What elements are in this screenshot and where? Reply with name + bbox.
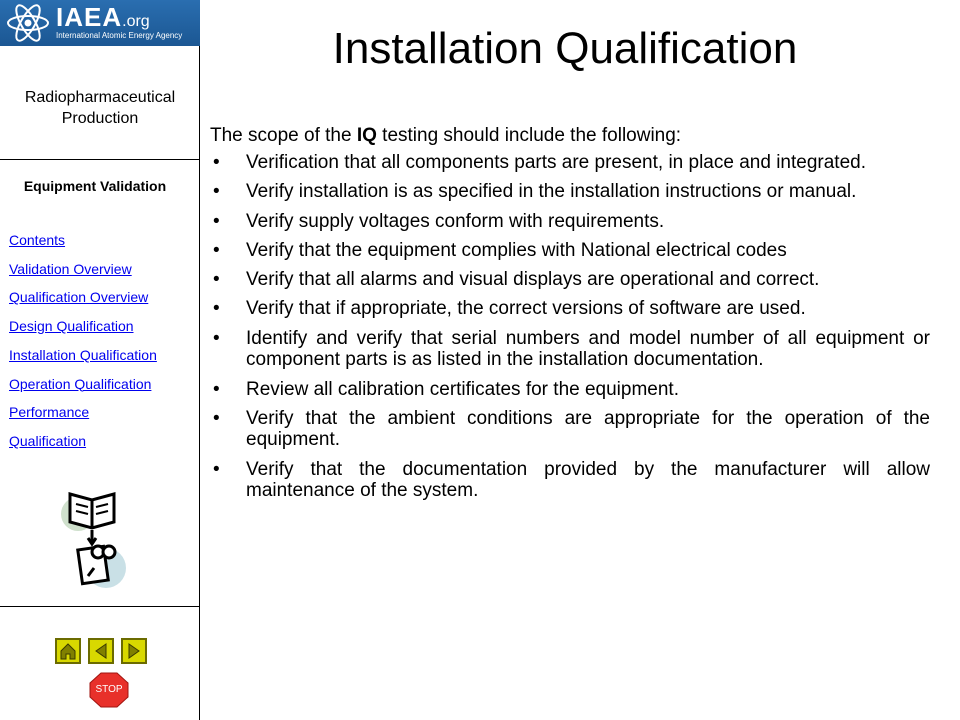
nav-link-installation-qualification[interactable]: Installation Qualification [9, 346, 157, 363]
logo-brand: IAEA.org [56, 2, 150, 32]
arrow-right-icon [125, 642, 143, 660]
sidebar-divider-top [0, 159, 200, 160]
next-button[interactable] [121, 638, 147, 664]
nav-link-design-qualification[interactable]: Design Qualification [9, 318, 134, 335]
sidebar-nav [9, 226, 157, 456]
nav-link-validation-overview[interactable]: Validation Overview [9, 260, 132, 277]
sidebar-divider-bottom [0, 606, 200, 607]
home-button[interactable] [55, 638, 81, 664]
stop-label: STOP [95, 684, 123, 695]
list-item: • Verify supply voltages conform with requirements. [213, 210, 665, 232]
stop-button[interactable] [89, 672, 129, 708]
logo-agency: International Atomic Energy Agency [56, 31, 183, 40]
nav-link-contents[interactable]: Contents [9, 232, 66, 248]
arrow-left-icon [92, 642, 110, 660]
nav-link-qualification[interactable]: Qualification [9, 432, 87, 449]
list-item: • Verify installation is as specified in the installation instructions or manual. [213, 181, 857, 203]
nav-link-performance[interactable]: Performance [9, 404, 90, 421]
iaea-logo[interactable] [0, 0, 200, 46]
list-item: • Verify that the equipment complies with National electrical codes [213, 239, 787, 261]
nav-link-qualification-overview[interactable]: Qualification Overview [9, 289, 149, 306]
home-icon [59, 642, 77, 660]
page-title: Installation Qualification [332, 24, 798, 73]
course-title: Radiopharmaceutical Production [24, 89, 176, 127]
atom-icon [4, 2, 52, 44]
list-item: • Verification that all components parts are present, in place and integrated. [213, 152, 866, 173]
list-item: • Verify that the ambient conditions are appropriate for the operation of the equipment. [213, 407, 930, 451]
list-item: • Review all calibration certificates for the equipment. [213, 378, 679, 400]
book-reader-icon [58, 486, 130, 592]
intro-text: The scope of the IQ testing should include the following: [210, 125, 682, 146]
intro-bold-term: IQ [356, 125, 377, 146]
list-item: • Verify that the documentation provided by the manufacturer will allow maintenance of the system. [213, 458, 930, 502]
sidebar [0, 0, 200, 720]
requirements-list [210, 152, 930, 509]
list-item: • Verify that all alarms and visual displays are operational and correct. [213, 269, 820, 291]
section-title: Equipment Validation [23, 178, 167, 194]
list-item: • Verify that if appropriate, the correct versions of software are used. [213, 298, 806, 320]
previous-button[interactable] [88, 638, 114, 664]
nav-link-operation-qualification[interactable]: Operation Qualification [9, 375, 152, 392]
list-item: • Identify and verify that serial numbers and model number of all equipment or component parts is as listed in the installation documentation. [213, 327, 930, 371]
